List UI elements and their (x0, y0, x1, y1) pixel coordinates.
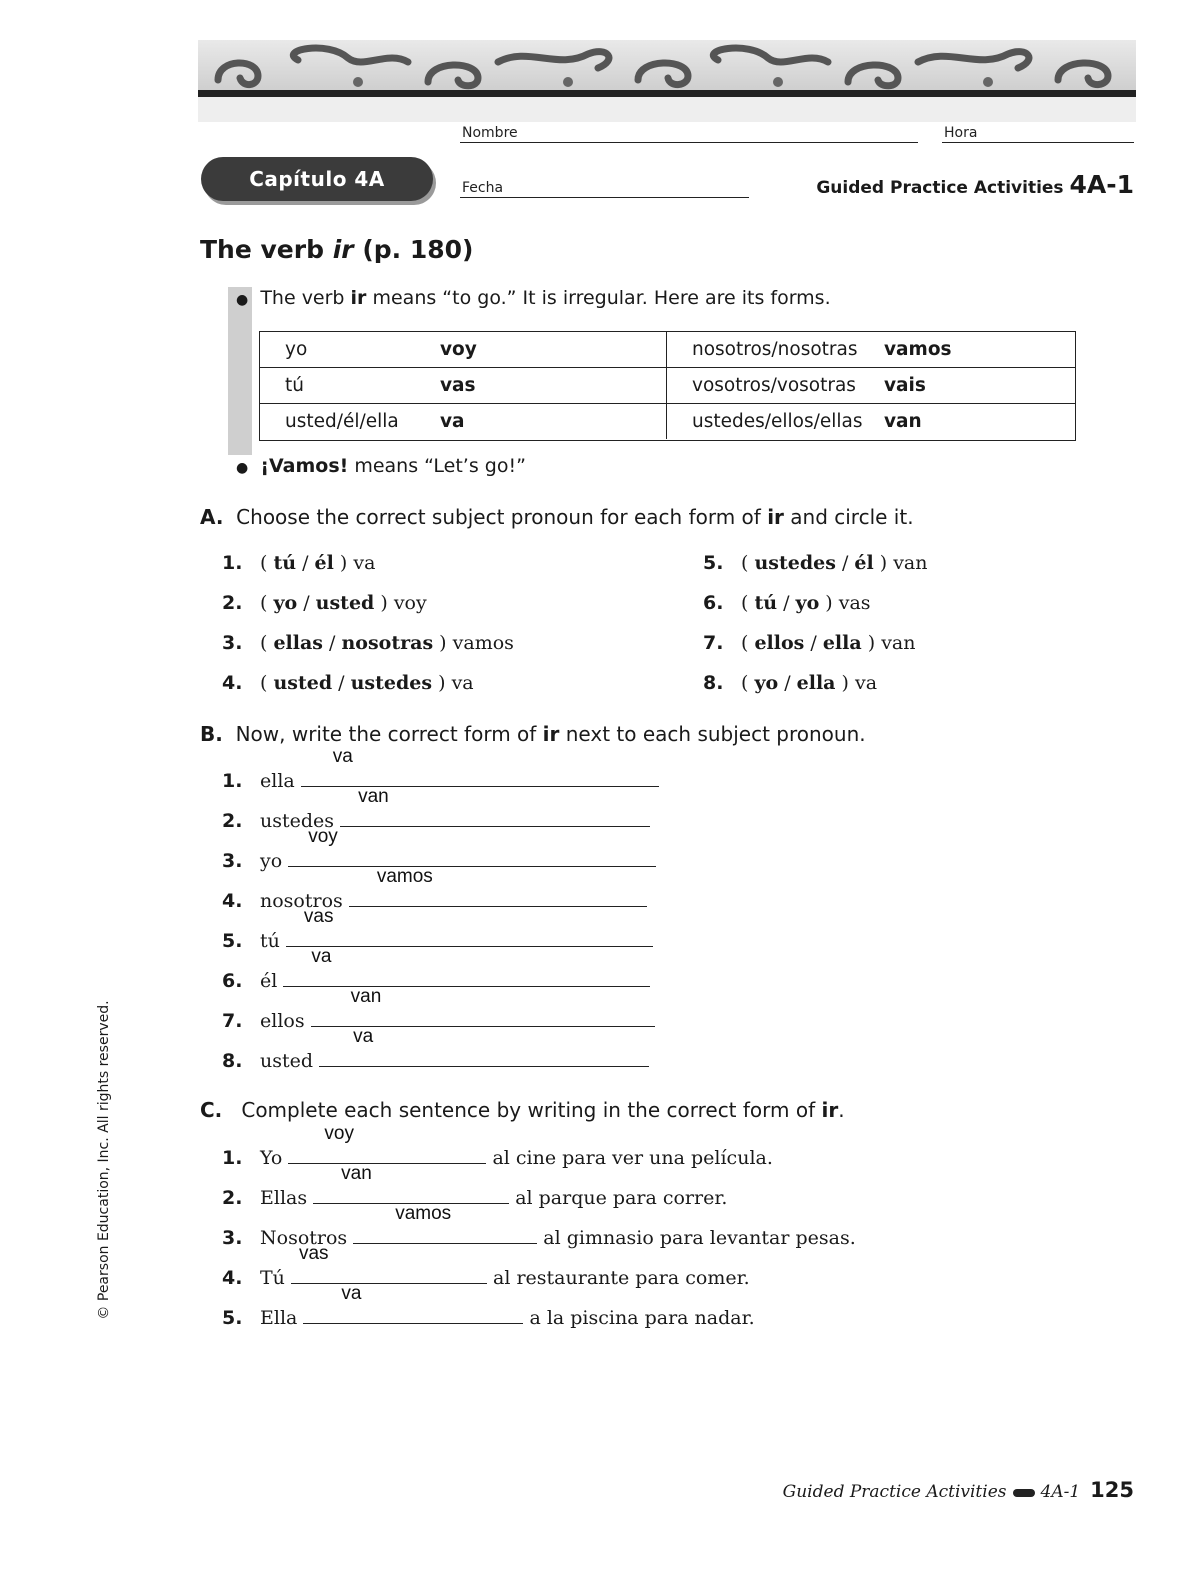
plural-pronoun: vosotros/vosotras (667, 368, 885, 404)
fecha-field[interactable] (460, 197, 749, 198)
part-b-instruction-pre: Now, write the correct form of (235, 722, 543, 746)
item-number: 5. (703, 552, 724, 574)
note-2-bold: ¡Vamos! (260, 455, 349, 477)
singular-pronoun: usted/él/ella (285, 411, 399, 432)
handwritten-answer: va (332, 746, 353, 767)
item-number: 6. (222, 970, 243, 992)
bullet-icon: ● (236, 460, 249, 476)
plural-form: van (884, 411, 922, 432)
part-a-item: 4. ( usted / ustedes ) va (222, 672, 474, 694)
pronoun-option[interactable]: tú (754, 592, 778, 614)
conjugation-table (260, 332, 1076, 439)
part-a-item: 2. ( yo / usted ) voy (222, 592, 427, 614)
answer-blank[interactable] (288, 1123, 486, 1164)
part-b-instruction (200, 722, 866, 746)
part-b-item (222, 866, 647, 912)
item-number: 4. (222, 672, 243, 694)
sentence-rest: al gimnasio para levantar pesas. (543, 1227, 856, 1249)
answer-blank[interactable] (288, 826, 656, 867)
pronoun-option[interactable]: ella (822, 632, 862, 654)
note-2-post: means “Let’s go!” (348, 455, 526, 477)
subject-pronoun: ella (260, 770, 295, 792)
part-a-instruction-pre: Choose the correct subject pronoun for each form of (236, 505, 768, 529)
section-title-pre: The verb (200, 235, 333, 264)
pronoun-option[interactable]: yo (754, 672, 779, 694)
note-1 (236, 287, 831, 309)
item-number: 8. (222, 1050, 243, 1072)
footer-tab-icon (1013, 1489, 1035, 1497)
item-number: 3. (222, 632, 243, 654)
item-number: 2. (222, 810, 243, 832)
handwritten-answer: va (353, 1026, 374, 1047)
chapter-badge: Capítulo 4A (201, 157, 433, 201)
part-c-item (222, 1283, 755, 1329)
part-c-item (222, 1123, 773, 1169)
part-c-letter: C. (200, 1098, 223, 1122)
subject-pronoun: tú (260, 930, 280, 952)
plural-pronoun: nosotros/nosotras (667, 332, 885, 368)
nombre-field[interactable] (460, 142, 918, 143)
part-b-item (222, 986, 655, 1032)
pronoun-option[interactable]: ella (796, 672, 836, 694)
pronoun-option[interactable]: usted (273, 672, 333, 694)
part-c-instruction-pre: Complete each sentence by writing in the correct form of (241, 1098, 822, 1122)
part-b-item (222, 786, 650, 832)
singular-form: va (440, 411, 465, 432)
singular-form: vas (440, 368, 667, 404)
pronoun-option[interactable]: ellas (273, 632, 323, 654)
hora-field[interactable] (942, 142, 1134, 143)
fecha-label: Fecha (462, 180, 504, 196)
activity-label: Guided Practice Activities (816, 178, 1064, 198)
verb-form: van (881, 632, 916, 654)
nombre-label: Nombre (462, 125, 518, 141)
handwritten-answer: van (350, 986, 382, 1007)
part-c-item (222, 1163, 728, 1209)
item-number: 5. (222, 930, 243, 952)
section-title-post: (p. 180) (353, 235, 474, 264)
verb-form: van (893, 552, 928, 574)
footer-label: Guided Practice Activities (782, 1482, 1007, 1502)
handwritten-answer: va (311, 946, 332, 967)
table-row (260, 404, 1076, 440)
part-a-item: 1. ( tú / él ) va (222, 552, 376, 574)
plural-pronoun: ustedes/ellos/ellas (667, 404, 885, 440)
verb-form: va (451, 672, 474, 694)
hora-label: Hora (944, 125, 978, 141)
sentence-rest: al cine para ver una película. (492, 1147, 773, 1169)
part-b-instruction-verb: ir (542, 722, 560, 746)
note-1-post: means “to go.” It is irregular. Here are its forms. (366, 287, 831, 309)
answer-blank[interactable] (353, 1203, 537, 1244)
pronoun-option[interactable]: él (854, 552, 874, 574)
answer-blank[interactable] (286, 906, 653, 947)
item-number: 5. (222, 1307, 243, 1329)
section-title-verb: ir (332, 235, 354, 264)
answer-blank[interactable] (301, 746, 659, 787)
page-number: 125 (1090, 1478, 1134, 1502)
decorative-scroll-banner (198, 40, 1136, 122)
part-a-item: 3. ( ellas / nosotras ) vamos (222, 632, 514, 654)
copyright-notice: © Pearson Education, Inc. All rights reserved. (96, 1000, 112, 1320)
verb-form: vamos (452, 632, 514, 654)
handwritten-answer: vas (298, 1243, 329, 1264)
item-number: 7. (222, 1010, 243, 1032)
pronoun-option[interactable]: usted (315, 592, 375, 614)
bullet-icon: ● (236, 292, 249, 308)
note-1-pre: The verb (260, 287, 351, 309)
part-b-item (222, 946, 650, 992)
subject-pronoun: usted (260, 1050, 314, 1072)
activity-title (816, 170, 1134, 199)
item-number: 2. (222, 592, 243, 614)
singular-pronoun: yo (260, 332, 440, 368)
part-b-item (222, 746, 659, 792)
verb-form: va (353, 552, 376, 574)
item-number: 1. (222, 552, 243, 574)
pronoun-option[interactable]: tú (273, 552, 297, 574)
part-c-instruction-post: . (838, 1098, 845, 1122)
subject-pronoun: él (260, 970, 278, 992)
sentence-subject: Ellas (260, 1187, 308, 1209)
answer-blank[interactable] (303, 1283, 523, 1324)
answer-blank[interactable] (291, 1243, 487, 1284)
part-c-instruction-verb: ir (821, 1098, 839, 1122)
part-a-instruction-post: and circle it. (783, 505, 914, 529)
part-b-item (222, 1026, 649, 1072)
handwritten-answer: van (341, 1163, 372, 1184)
handwritten-answer: vas (303, 906, 334, 927)
answer-blank[interactable] (311, 986, 655, 1027)
singular-pronoun: tú (260, 368, 440, 404)
pronoun-option[interactable]: nosotras (341, 632, 434, 654)
item-number: 3. (222, 1227, 243, 1249)
answer-blank[interactable] (340, 786, 650, 827)
table-row (260, 368, 1076, 404)
part-b-letter: B. (200, 722, 223, 746)
part-b-item (222, 906, 653, 952)
sentence-rest: al restaurante para comer. (493, 1267, 750, 1289)
plural-form: vais (884, 368, 1076, 404)
item-number: 1. (222, 770, 243, 792)
pronoun-option[interactable]: yo (795, 592, 820, 614)
item-number: 3. (222, 850, 243, 872)
plural-form: vamos (884, 332, 1076, 368)
page-footer (783, 1478, 1134, 1502)
part-a-item: 8. ( yo / ella ) va (703, 672, 878, 694)
verb-form: voy (393, 592, 427, 614)
singular-form: voy (440, 332, 667, 368)
part-b-item (222, 826, 656, 872)
handwritten-answer: van (358, 786, 389, 807)
item-number: 4. (222, 1267, 243, 1289)
pronoun-option[interactable]: ustedes (754, 552, 836, 574)
item-number: 7. (703, 632, 724, 654)
subject-pronoun: ustedes (260, 810, 335, 832)
verb-form: va (855, 672, 878, 694)
subject-pronoun: nosotros (260, 890, 343, 912)
part-b-instruction-post: next to each subject pronoun. (559, 722, 866, 746)
note-1-verb: ir (350, 287, 367, 309)
subject-pronoun: ellos (260, 1010, 305, 1032)
sentence-subject: Nosotros (260, 1227, 348, 1249)
sentence-subject: Yo (260, 1147, 283, 1169)
answer-blank[interactable] (313, 1163, 509, 1204)
pronoun-option[interactable]: yo (273, 592, 298, 614)
footer-code: 4A-1 (1040, 1482, 1081, 1502)
item-number: 1. (222, 1147, 243, 1169)
answer-blank[interactable] (283, 946, 650, 987)
handwritten-answer: voy (308, 826, 338, 847)
pronoun-option[interactable]: ustedes (350, 672, 433, 694)
table-row (260, 332, 1076, 368)
note-2 (236, 455, 526, 477)
part-a-item: 7. ( ellos / ella ) van (703, 632, 916, 654)
part-a-item: 6. ( tú / yo ) vas (703, 592, 871, 614)
sentence-subject: Ella (260, 1307, 298, 1329)
part-c-instruction (200, 1098, 845, 1122)
part-a-instruction (200, 505, 914, 529)
pronoun-option[interactable]: ellos (754, 632, 805, 654)
sentence-rest: a la piscina para nadar. (529, 1307, 755, 1329)
verb-form: vas (838, 592, 871, 614)
handwritten-answer: va (341, 1283, 362, 1304)
answer-blank[interactable] (349, 866, 647, 907)
item-number: 6. (703, 592, 724, 614)
item-number: 8. (703, 672, 724, 694)
sentence-subject: Tú (260, 1267, 285, 1289)
handwritten-answer: vamos (395, 1203, 452, 1224)
item-number: 4. (222, 890, 243, 912)
pronoun-option[interactable]: él (314, 552, 334, 574)
part-c-item (222, 1243, 750, 1289)
handwritten-answer: voy (324, 1123, 354, 1144)
answer-blank[interactable] (319, 1026, 649, 1067)
activity-number: 4A-1 (1069, 170, 1134, 199)
subject-pronoun: yo (260, 850, 283, 872)
handwritten-answer: vamos (376, 866, 433, 887)
part-a-item: 5. ( ustedes / él ) van (703, 552, 928, 574)
item-number: 2. (222, 1187, 243, 1209)
sentence-rest: al parque para correr. (515, 1187, 728, 1209)
part-a-letter: A. (200, 505, 224, 529)
part-a-instruction-verb: ir (767, 505, 784, 529)
section-title (200, 235, 473, 264)
note-sidebar (228, 287, 252, 455)
